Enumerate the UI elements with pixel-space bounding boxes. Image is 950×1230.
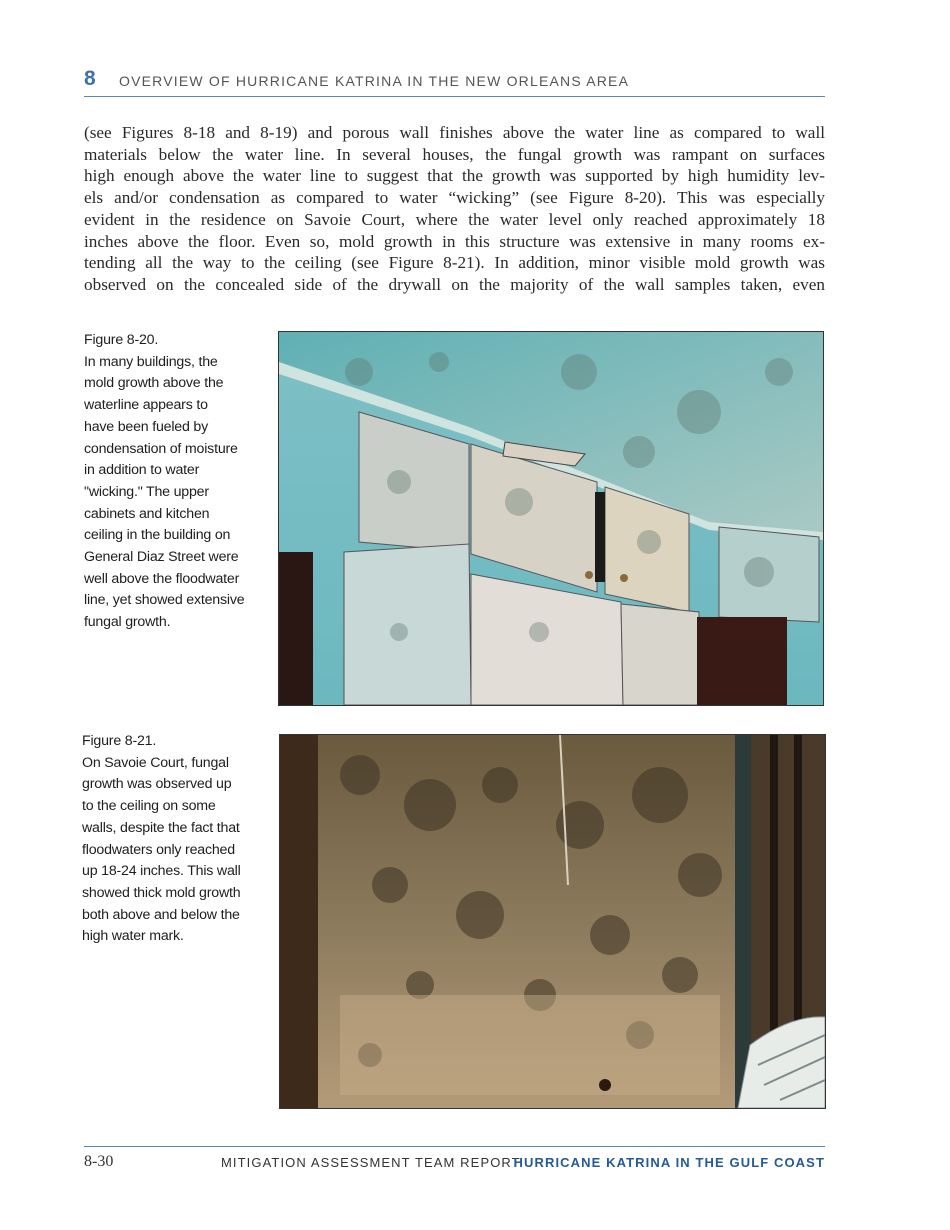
caption-line: condensation of moisture bbox=[84, 440, 238, 457]
caption-line: On Savoie Court, fungal bbox=[82, 754, 229, 771]
chapter-title: OVERVIEW OF HURRICANE KATRINA IN THE NEW ORLEANS AREA bbox=[119, 73, 630, 89]
caption-line: up 18-24 inches. This wall bbox=[82, 863, 241, 880]
figure-8-20-caption bbox=[84, 330, 264, 634]
figure-8-21-caption bbox=[82, 731, 262, 948]
caption-line: have been fueled by bbox=[84, 418, 208, 435]
caption-line: cabinets and kitchen bbox=[84, 505, 210, 522]
report-title: MITIGATION ASSESSMENT TEAM REPORT bbox=[221, 1155, 521, 1170]
caption-line: to the ceiling on some bbox=[82, 798, 216, 815]
caption-line: growth was observed up bbox=[82, 776, 232, 793]
caption-line: showed thick mold growth bbox=[82, 884, 241, 901]
caption-line: mold growth above the bbox=[84, 375, 224, 392]
body-line: inches above the floor. Even so, mold growth in this structure was extensive in many rooms ex- bbox=[84, 231, 825, 251]
caption-line: walls, despite the fact that bbox=[82, 819, 240, 836]
caption-line: fungal growth. bbox=[84, 614, 171, 631]
figure-label: Figure 8-20. bbox=[84, 332, 159, 348]
caption-line: high water mark. bbox=[82, 928, 184, 945]
caption-line: both above and below the bbox=[82, 906, 240, 923]
caption-line: "wicking." The upper bbox=[84, 483, 209, 500]
series-title: HURRICANE KATRINA IN THE GULF COAST bbox=[513, 1155, 825, 1170]
chapter-number: 8 bbox=[84, 67, 96, 90]
figure-8-21-photo bbox=[279, 734, 826, 1109]
page-footer bbox=[84, 1146, 825, 1177]
body-line: tending all the way to the ceiling (see Figure 8-21). In addition, minor visible mold growth was bbox=[84, 253, 825, 273]
caption-line: ceiling in the building on bbox=[84, 527, 231, 544]
caption-line: line, yet showed extensive bbox=[84, 592, 245, 609]
body-line: evident in the residence on Savoie Court, where the water level only reached approximately 18 bbox=[84, 209, 825, 229]
body-line: (see Figures 8-18 and 8-19) and porous wall finishes above the water line as compared to wall bbox=[84, 123, 825, 142]
figure-label: Figure 8-21. bbox=[82, 733, 157, 749]
body-line: els and/or condensation as compared to water “wicking” (see Figure 8-20). This was especially bbox=[84, 188, 825, 208]
page-number: 8-30 bbox=[84, 1153, 114, 1170]
body-line: observed on the concealed side of the drywall on the majority of the wall samples taken, even bbox=[84, 274, 825, 294]
caption-line: waterline appears to bbox=[84, 397, 208, 414]
caption-line: well above the floodwater bbox=[84, 570, 240, 587]
body-paragraph bbox=[84, 122, 825, 296]
figure-8-20-photo bbox=[278, 331, 824, 706]
body-line: materials below the water line. In several houses, the fungal growth was rampant on surfaces bbox=[84, 144, 825, 164]
caption-line: General Diaz Street were bbox=[84, 549, 239, 566]
caption-line: floodwaters only reached bbox=[82, 841, 235, 858]
caption-line: In many buildings, the bbox=[84, 353, 218, 370]
page-header bbox=[84, 66, 825, 97]
caption-line: in addition to water bbox=[84, 462, 200, 479]
body-line: high enough above the water line to suggest that the growth was supported by high humidity lev- bbox=[84, 166, 825, 186]
